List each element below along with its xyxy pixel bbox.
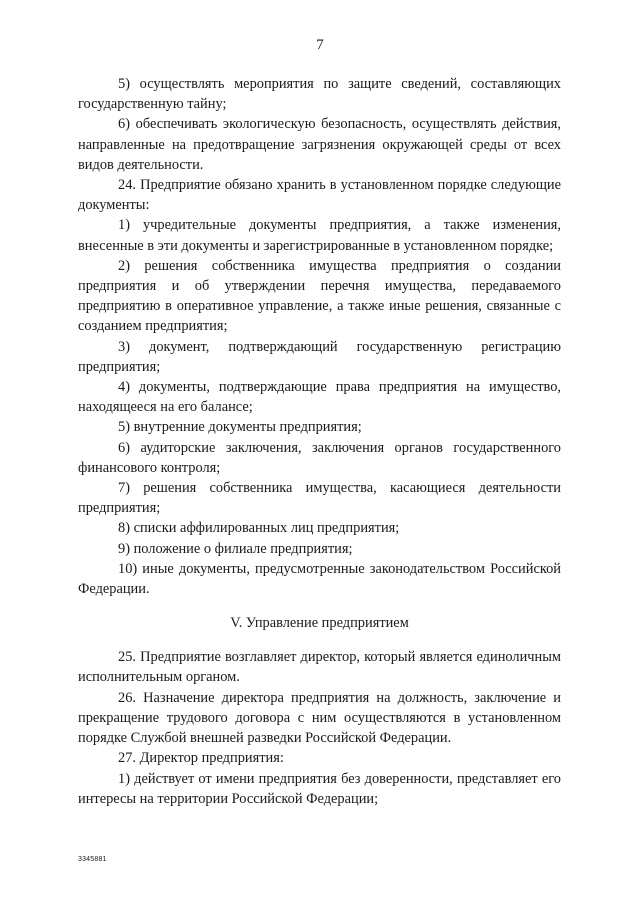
paragraph: 8) списки аффилированных лиц предприятия; — [118, 520, 400, 537]
paragraph: 25. Предприятие возглавляет директор, который является единоличным исполнительным органом. — [78, 649, 561, 686]
paragraph: 26. Назначение директора предприятия на должность, заключение и прекращение трудового договора с ним осуществляются в установленном порядке Службой внешней разведки Российской Федерации. — [78, 689, 561, 747]
document-body — [78, 74, 561, 809]
paragraph: 2) решения собственника имущества предприятия о создании предприятия и об утверждении перечня имущества, передаваемого предприятию в оперативное управление, а также иные решения, связанные с созданием предприятия; — [78, 257, 561, 335]
paragraph: 9) положение о филиале предприятия; — [118, 540, 353, 557]
paragraph: 6) обеспечивать экологическую безопасность, осуществлять действия, направленные на предотвращение загрязнения окружающей среды от всех видов деятельности. — [78, 116, 561, 173]
paragraph: 7) решения собственника имущества, касающиеся деятельности предприятия; — [78, 480, 561, 517]
paragraph: 24. Предприятие обязано хранить в установленном порядке следующие документы: — [78, 177, 561, 214]
paragraph: 4) документы, подтверждающие права предприятия на имущество, находящееся на его балансе; — [78, 379, 561, 416]
paragraph: 27. Директор предприятия: — [118, 750, 284, 767]
document-code: 3345881 — [78, 856, 107, 863]
paragraph: 10) иные документы, предусмотренные законодательством Российской Федерации. — [78, 560, 561, 598]
paragraph: 3) документ, подтверждающий государственную регистрацию предприятия; — [78, 338, 561, 375]
paragraph: 6) аудиторские заключения, заключения органов государственного финансового контроля; — [78, 439, 561, 476]
section-heading: V. Управление предприятием — [230, 615, 409, 632]
paragraph: 5) осуществлять мероприятия по защите сведений, составляющих государственную тайну; — [78, 76, 561, 113]
paragraph: 1) действует от имени предприятия без доверенности, представляет его интересы на территории Российской Федерации; — [78, 770, 561, 807]
paragraph: 1) учредительные документы предприятия, а также изменения, внесенные в эти документы и зарегистрированные в установленном порядке; — [78, 217, 561, 254]
paragraph: 5) внутренние документы предприятия; — [118, 419, 362, 436]
page-number: 7 — [316, 37, 324, 53]
